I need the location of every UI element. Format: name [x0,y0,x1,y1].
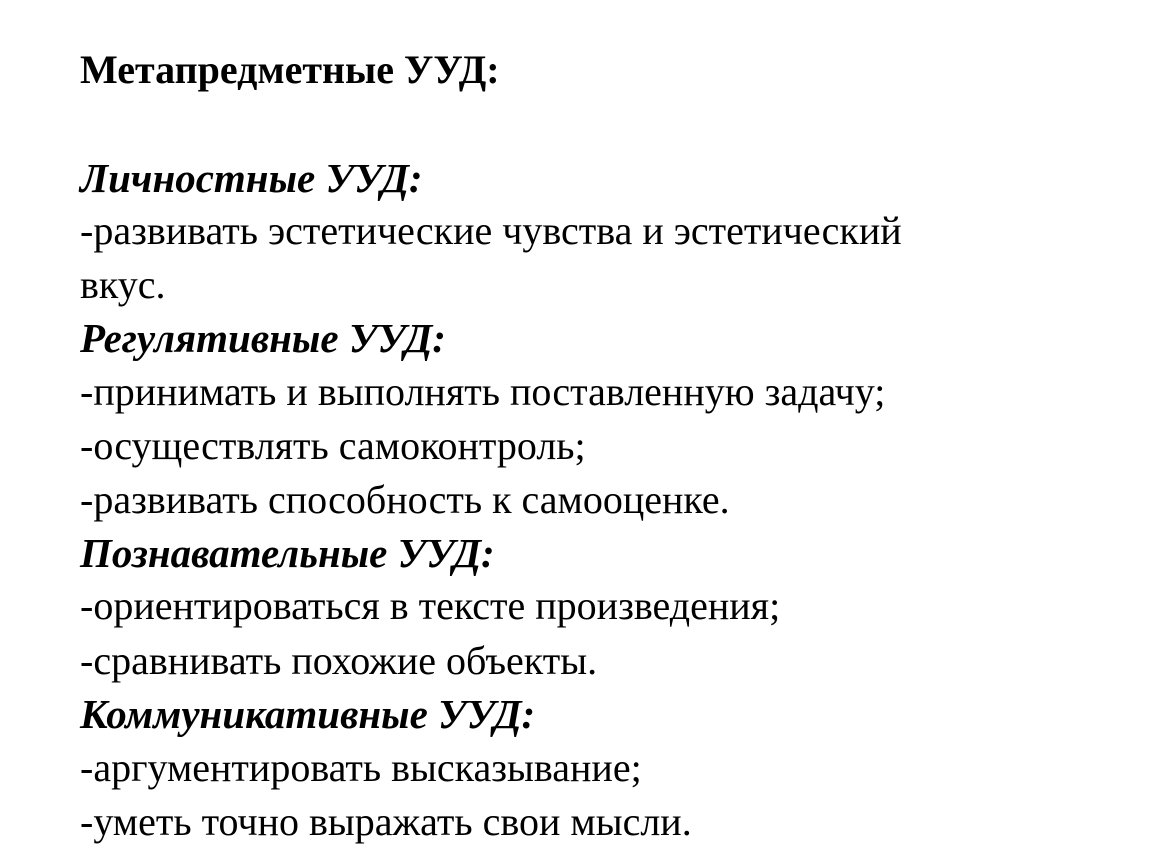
list-item: -ориентироваться в тексте произведения; [80,583,781,628]
list-item: -принимать и выполнять поставленную задачу; [80,369,886,414]
list-item: -осуществлять самоконтроль; [80,423,586,468]
list-item: вкус. [80,262,166,307]
section-heading-personal: Личностные УУД: [80,155,423,201]
page-title: Метапредметные УУД: [80,47,500,92]
section-heading-cognitive: Познавательные УУД: [80,530,495,576]
list-item: -развивать способность к самооценке. [80,477,730,522]
section-heading-regulatory: Регулятивные УУД: [80,315,446,361]
list-item: -развивать эстетические чувства и эстетический [80,208,902,253]
list-item: -аргументировать высказывание; [80,745,642,790]
list-item: -сравнивать похожие объекты. [80,638,598,683]
list-item: -уметь точно выражать свои мысли. [80,799,692,844]
section-heading-communicative: Коммуникативные УУД: [80,691,536,737]
